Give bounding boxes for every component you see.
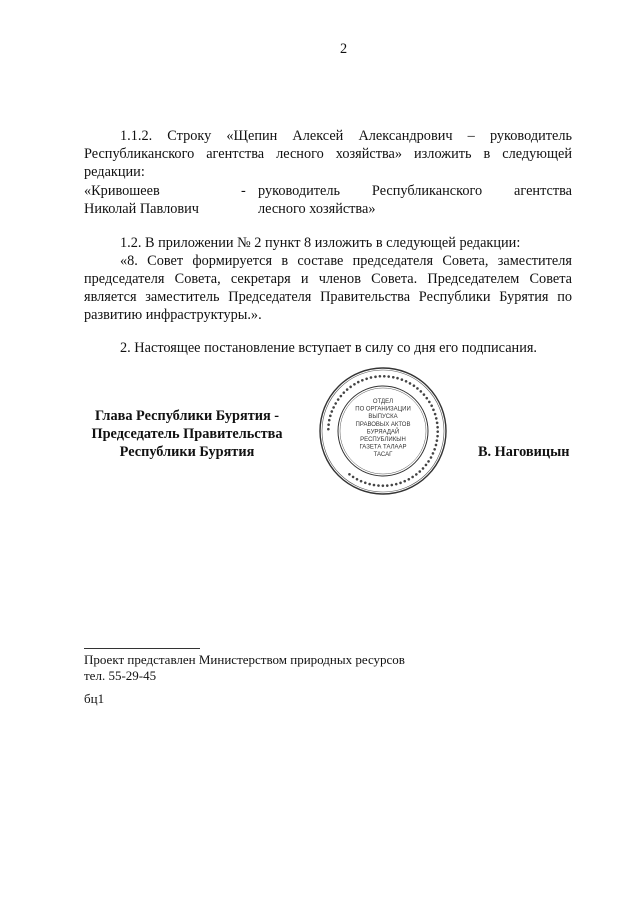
appointment-dash: - bbox=[241, 183, 246, 199]
signature-title-line1: Глава Республики Бурятия - bbox=[94, 408, 280, 424]
footer-prepared-by: Проект представлен Министерством природных ресурсов bbox=[84, 652, 405, 667]
item-1-1-2-line1: 1.1.2. Строку «Щепин Алексей Александрович – руководитель bbox=[120, 128, 572, 144]
page-number: 2 bbox=[340, 41, 348, 57]
svg-text:●●●●●●●●●●●●●●●●●●●●●●●●●●●●●●: ●●●●●●●●●●●●●●●●●●●●●●●●●●●●●●●●●●●●●●●●●●●●●●●●●●●●●●●●●●●●●●●●●● bbox=[324, 372, 442, 490]
appointee-position-line2: лесного хозяйства» bbox=[258, 201, 376, 217]
seal-text-line: ПРАВОВЫХ АКТОВ bbox=[355, 421, 411, 428]
seal-text-line: РЕСПУБЛИКЫН bbox=[360, 437, 406, 443]
seal-text-line: ПО ОРГАНИЗАЦИИ bbox=[355, 406, 411, 413]
appointee-name-line2: Николай Павлович bbox=[84, 201, 199, 217]
item-1-2-line5: развитию инфраструктуры.». bbox=[84, 307, 262, 323]
seal-text-line: БУРЯАДАЙ bbox=[366, 429, 400, 436]
footer-phone: тел. 55-29-45 bbox=[84, 668, 157, 683]
signatory-name: В. Наговицын bbox=[478, 444, 570, 460]
seal-text-line: ТАСАГ bbox=[373, 452, 393, 459]
item-1-1-2-line3: редакции: bbox=[84, 164, 145, 180]
footer-code: бц1 bbox=[84, 691, 105, 706]
signature-title-line2: Председатель Правительства bbox=[91, 426, 283, 442]
item-1-2-line1: 1.2. В приложении № 2 пункт 8 изложить в следующей редакции: bbox=[120, 235, 521, 251]
seal-text-line: ОТДЕЛ bbox=[372, 399, 394, 405]
official-seal bbox=[318, 366, 448, 496]
item-1-1-2-line2: Республиканского агентства лесного хозяйства» изложить в следующей bbox=[84, 146, 572, 162]
item-1-2-line3: председателя Совета, секретаря и членов Совета. Председателем Совета bbox=[84, 271, 572, 287]
footer-divider bbox=[84, 648, 200, 649]
item-2: 2. Настоящее постановление вступает в силу со дня его подписания. bbox=[120, 340, 537, 356]
appointee-position-line1: руководитель Республиканского агентства bbox=[258, 183, 572, 199]
item-1-2-line4: является заместитель Председателя Правительства Республики Бурятия по bbox=[84, 289, 572, 305]
signature-title-line3: Республики Бурятия bbox=[119, 444, 255, 460]
seal-text-line: ГАЗЕТА ТАЛААР bbox=[359, 444, 407, 451]
appointee-name-line1: «Кривошеев bbox=[84, 183, 160, 199]
item-1-2-line2: «8. Совет формируется в составе председателя Совета, заместителя bbox=[120, 253, 572, 269]
seal-graphic bbox=[318, 366, 448, 496]
seal-text-line: ВЫПУСКА bbox=[368, 414, 398, 421]
